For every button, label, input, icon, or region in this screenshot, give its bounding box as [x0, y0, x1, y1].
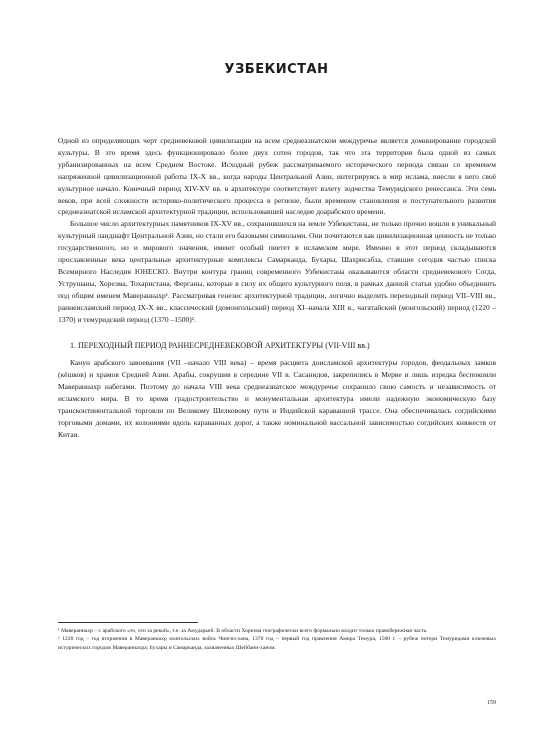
section-heading: 1. ПЕРЕХОДНЫЙ ПЕРИОД РАННЕСРЕДНЕВЕКОВОЙ АРХИТЕКТУРЫ (VII-VIII вв.) [70, 340, 370, 350]
footnote-2: ² 1220 год – год вторжения в Мавераннахр монгольских войск Чингиз-хана, 1370 год – первый год правления Амира Темура, 1500 г. – рубеж потери Темуридами ключевых исторических городов Мавераннахра: Бухары и Самарканда, захваченных Шейбани-ханом. [58, 636, 496, 651]
page-number: 159 [487, 700, 496, 706]
paragraph-1: Одной из определяющих черт средневековой цивилизации на всем среднеазиатском междуречье является доминирование городской культуры. В это время здесь функционировало более двух сотен городов, так что эта территория была одной из самых урбанизированных на всем Среднем Востоке. Исходный рубеж рассматриваемого исторического периода связан со временем напряженной цивилизационной работы IX-X вв., когда народы Центральной Азии, интегрируясь в мир ислама, внесли в него своё культурное начало. Конечный период XIV-XV вв. в архитектуре соответствует взлету зодчества Темуридского ренессанса. Эти семь веков, при всей сложности историко-политического процесса в регионе, были временем становления и поступательного развития среднеазиатской исламской архитектурной традиции, использовавшей наследие доарабского времени. [58, 136, 496, 217]
page-title: УЗБЕКИСТАН [224, 62, 329, 77]
main-text [58, 135, 496, 441]
footnote-divider [58, 622, 198, 623]
section-paragraph: Канун арабского завоевания (VII –начало VIII века) – время расцвета доисламской архитектуры городов, феодальных замков (кёшков) и храмов Средней Азии. Арабы, сокрушив в середине VII в. Сасанидов, закрепились в Мерве и лишь изредка беспокоили Мавераннахр набегами. Поэтому до начала VIII века среднеазиатское междуречье сохранило свою самость и независимость от исламского мира. В то время градостроительство и монументальная архитектура имели надежную экономическую базу трансконтинентальной торговли по Великому Шелковому пути и Индийской караванной трассе. Она обеспечивалась согдийскими торговыми домами, их колониями вдоль караванных дорог, а также номинальной вассальной зависимостью согдийских княжеств от Китая. [58, 358, 496, 439]
paragraph-2: Большое число архитектурных памятников IX-XV вв., сохранившихся на земле Узбекистана, не только прочно вошли в уникальный культурный ландшафт Центральной Азии, но стали его базовыми символами. Они почитаются как цивилизационная ценность не только государственного, но и мирового значения, имеют особый пиетет в исламском мире. Именно в этот период складываются прославленные века центральные архитектурные комплексы Самарканда, Бухары, Шахрисабза, ставшие сегодня частью списка Всемирного Наследия ЮНЕСКО. Внутри контура границ современного Узбекистана оказываются области средневекового Согда, Уструшаны, Хорезма, Тохаристана, Ферганы, которые в силу их общего культурного поля, в рамках данной статьи удобно объединить под общим именем Мавераннахр¹. Рассматривая генезис архитектурной традиции, логично выделить переходный период VII–VIII вв., раннеисламский период IX-X вв., классический (домонгольский) период XI–начала XIII в., чагатайский (монгольский) период (1220 –1370) и темуридский период (1370 –1500)². [58, 219, 496, 324]
footnotes [58, 627, 496, 652]
footnote-1: ¹ Мавераннахр – с арабского «то, что за рекой», т.е. за Амударьей. В области Хорезма географически всего формально входит только правобережная часть. [58, 628, 428, 634]
